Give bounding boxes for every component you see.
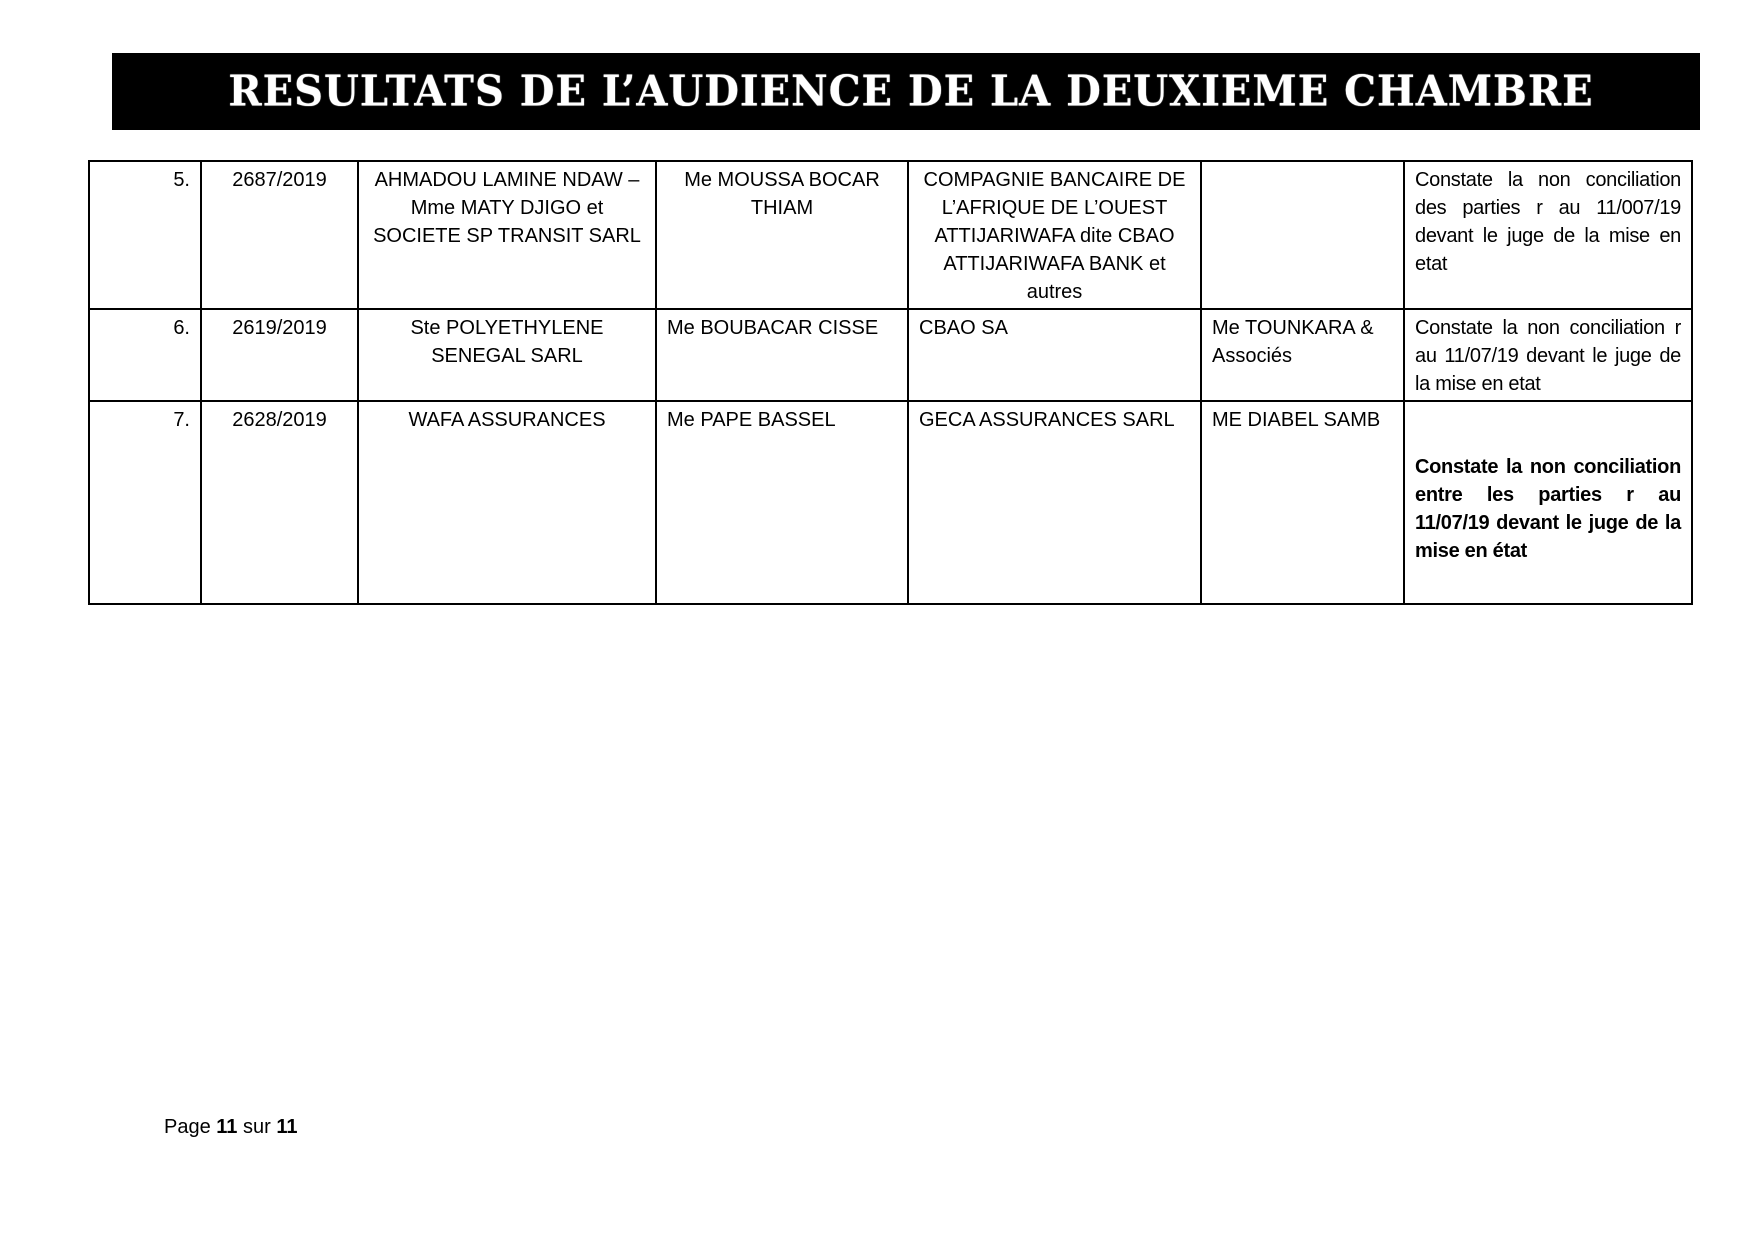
defendant-counsel: [1201, 161, 1404, 309]
title-banner: [112, 53, 1700, 130]
defendant: GECA ASSURANCES SARL: [908, 401, 1201, 604]
table-row: [89, 309, 1692, 401]
defendant: CBAO SA: [908, 309, 1201, 401]
plaintiff: Ste POLYETHYLENE SENEGAL SARL: [358, 309, 656, 401]
current-page: 11: [216, 1116, 238, 1138]
row-number: 7.: [89, 401, 201, 604]
plaintiff: WAFA ASSURANCES: [358, 401, 656, 604]
decision: Constate la non conciliation entre les parties r au 11/07/19 devant le juge de la mise en état: [1404, 401, 1692, 604]
defendant: COMPAGNIE BANCAIRE DE L’AFRIQUE DE L’OUEST ATTIJARIWAFA dite CBAO ATTIJARIWAFA BANK et autres: [908, 161, 1201, 309]
plaintiff-counsel: Me BOUBACAR CISSE: [656, 309, 908, 401]
case-number: 2619/2019: [201, 309, 358, 401]
page-footer: [164, 1116, 298, 1139]
page-title: RESULTATS DE L’AUDIENCE DE LA DEUXIEME CHAMBRE: [228, 66, 1594, 117]
defendant-counsel: Me TOUNKARA & Associés: [1201, 309, 1404, 401]
page-label: Page: [164, 1116, 211, 1138]
case-number: 2628/2019: [201, 401, 358, 604]
results-table: [88, 160, 1693, 605]
table-row: [89, 401, 1692, 604]
decision: Constate la non conciliation des parties r au 11/007/19 devant le juge de la mise en etat: [1404, 161, 1692, 309]
case-number: 2687/2019: [201, 161, 358, 309]
row-number: 6.: [89, 309, 201, 401]
plaintiff: AHMADOU LAMINE NDAW – Mme MATY DJIGO et SOCIETE SP TRANSIT SARL: [358, 161, 656, 309]
row-number: 5.: [89, 161, 201, 309]
defendant-counsel: ME DIABEL SAMB: [1201, 401, 1404, 604]
plaintiff-counsel: Me PAPE BASSEL: [656, 401, 908, 604]
decision: Constate la non conciliation r au 11/07/19 devant le juge de la mise en etat: [1404, 309, 1692, 401]
page-separator: sur: [243, 1116, 271, 1138]
plaintiff-counsel: Me MOUSSA BOCAR THIAM: [656, 161, 908, 309]
total-pages: 11: [276, 1116, 298, 1138]
table-row: [89, 161, 1692, 309]
